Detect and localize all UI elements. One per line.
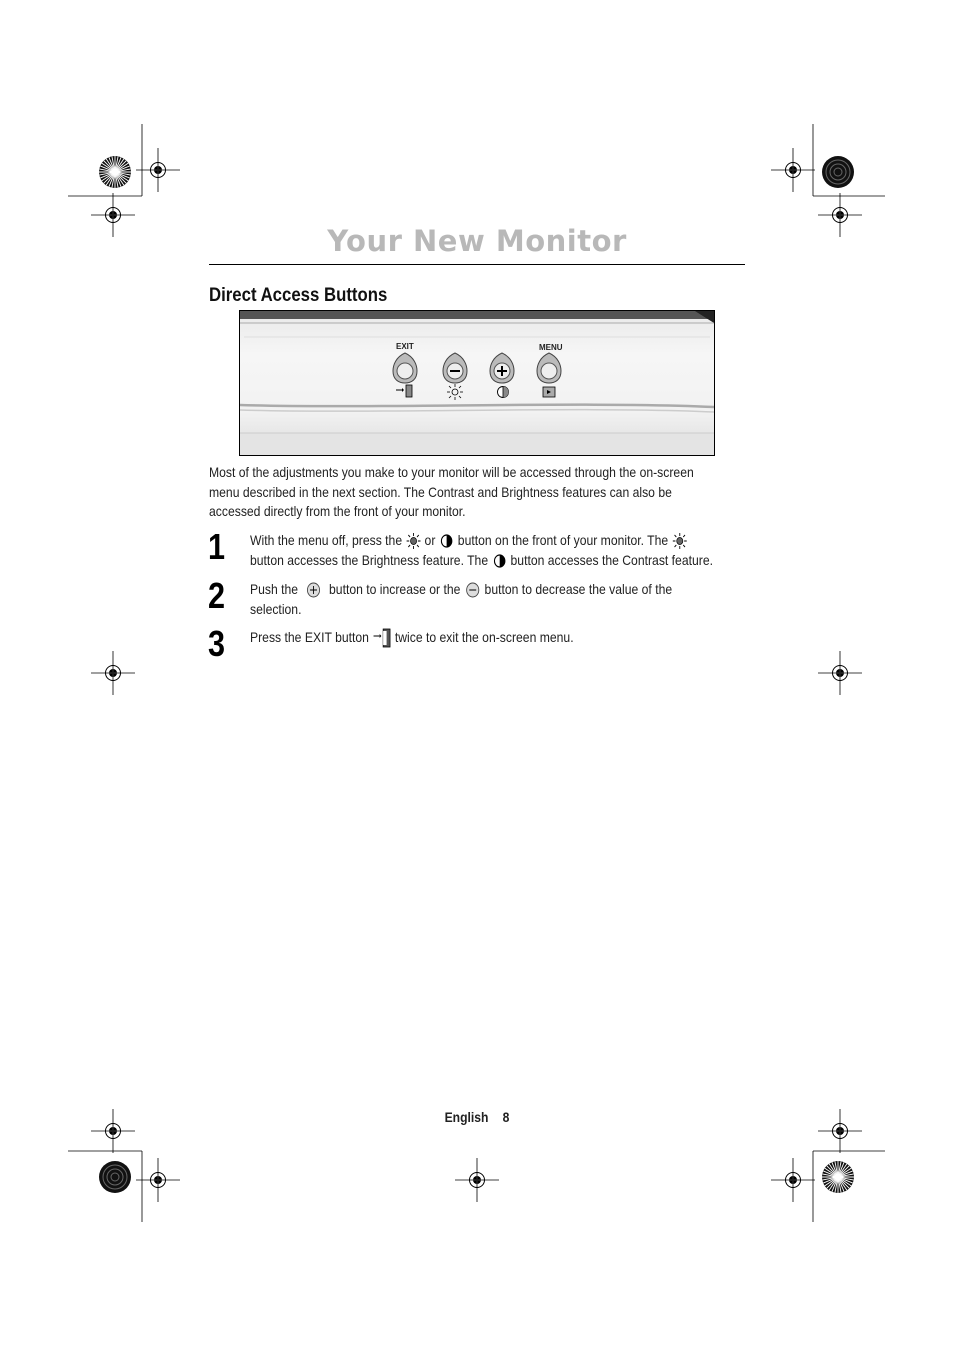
registration-target-icon [91, 193, 135, 237]
registration-target-icon [818, 651, 862, 695]
step-text [250, 531, 713, 570]
section-title: Direct Access Buttons [209, 284, 388, 306]
minus-button-icon [464, 581, 481, 599]
step-3-text-a: Press the EXIT button [250, 629, 369, 645]
plus-button[interactable] [487, 351, 517, 385]
step-text [250, 628, 574, 648]
footer-language: English [444, 1110, 489, 1125]
exit-door-icon [395, 384, 415, 398]
registration-target-icon [771, 148, 815, 192]
intro-line: Most of the adjustments you make to your monitor will be accessed through the on-screen [209, 464, 694, 480]
sun-brightness-icon [447, 384, 463, 400]
registration-target-icon [136, 148, 180, 192]
contrast-icon [491, 553, 507, 569]
step-1-text-c: button on the front of your monitor. The [457, 532, 669, 548]
menu-label: MENU [539, 343, 563, 352]
sun-brightness-icon [672, 533, 688, 549]
sun-brightness-icon [405, 533, 421, 549]
page-title: Your New Monitor [327, 224, 627, 258]
minus-button[interactable] [440, 351, 470, 385]
menu-button[interactable] [534, 351, 564, 385]
step-1-text-e: button accesses the Contrast feature. [510, 551, 713, 568]
menu-icon [542, 385, 556, 399]
step-2-text-b: button to increase or the [329, 581, 461, 597]
registration-target-icon [136, 1158, 180, 1202]
step-number: 3 [208, 623, 226, 664]
step-2-text-c: button to decrease the value of the [484, 581, 673, 597]
crop-mark-icon [99, 1161, 131, 1193]
page-number: 8 [502, 1110, 510, 1125]
crop-mark-icon [99, 156, 131, 188]
monitor-front-panel [239, 310, 715, 456]
crop-mark-icon [822, 1161, 854, 1193]
step-number: 1 [208, 526, 226, 567]
step-1-text-d: button accesses the Brightness feature. The [250, 551, 489, 568]
registration-target-icon [771, 1158, 815, 1202]
crop-mark-icon [822, 156, 854, 188]
intro-line: menu described in the next section. The Contrast and Brightness features can also be [209, 483, 672, 500]
registration-target-icon [91, 651, 135, 695]
contrast-icon [439, 533, 455, 549]
intro-line: accessed directly from the front of your monitor. [209, 503, 466, 519]
contrast-icon [496, 385, 510, 399]
step-3-text-b: twice to exit the on-screen menu. [394, 629, 574, 645]
registration-target-icon [455, 1158, 499, 1202]
exit-door-icon [372, 628, 391, 648]
intro-paragraph [209, 463, 694, 522]
exit-label: EXIT [396, 342, 414, 351]
registration-target-icon [818, 193, 862, 237]
step-number: 2 [208, 575, 226, 616]
step-1-text-b: or [424, 532, 436, 548]
exit-button[interactable] [390, 351, 420, 385]
title-rule [209, 264, 745, 265]
step-2-text-a: Push the [250, 581, 299, 597]
step-2-text-d: selection. [250, 600, 302, 617]
step-text [250, 580, 672, 619]
plus-button-icon [305, 581, 322, 599]
step-1-text-a: With the menu off, press the [250, 532, 403, 548]
page-footer [48, 1110, 907, 1125]
